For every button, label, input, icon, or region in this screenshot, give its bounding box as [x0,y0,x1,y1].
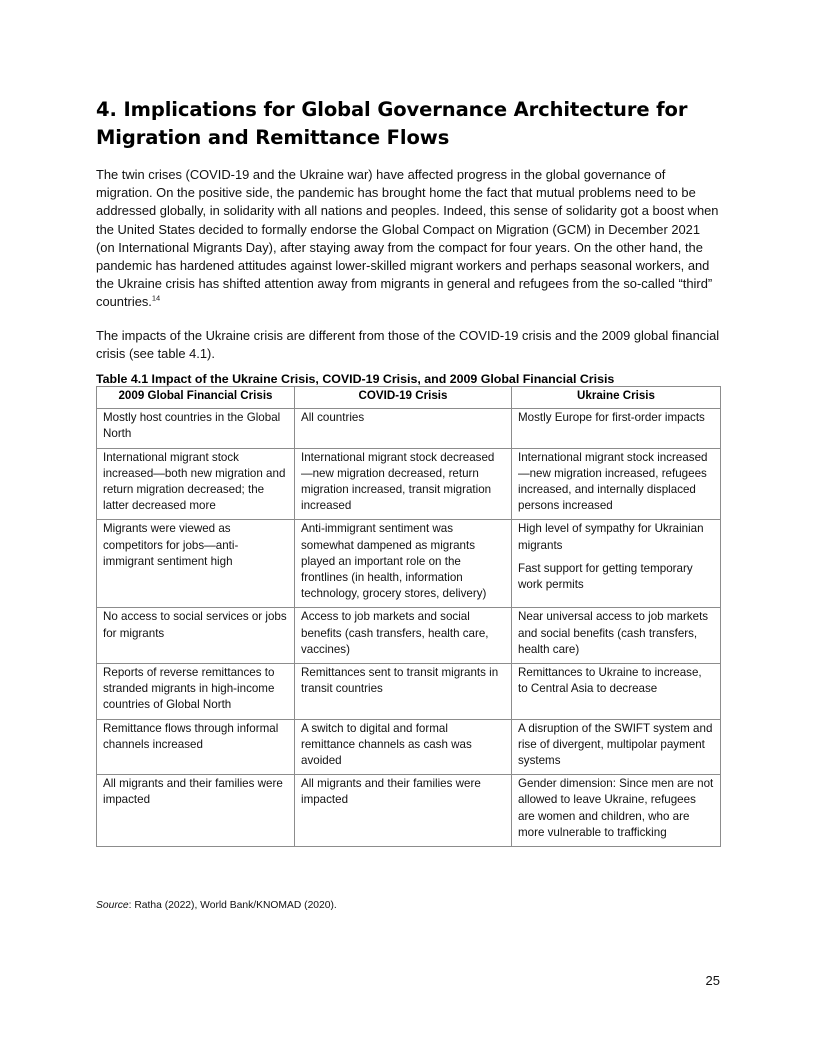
footnote-marker[interactable]: 14 [151,294,161,304]
cell-text: Reports of reverse remittances to stranded migrants in high-income countries of Global North [103,666,275,712]
cell-text: Remittances sent to transit migrants in transit countries [301,666,499,696]
table-row [97,719,721,775]
table-cell [512,719,721,775]
cell-text: International migrant stock decreased—new migration decreased, return migration increased, transit migration increased [301,450,495,513]
table-source [96,899,337,913]
table-row [97,608,721,664]
column-header: Ukraine Crisis [512,387,721,409]
table-cell [97,775,295,847]
table-cell [295,409,512,448]
table-cell [512,664,721,720]
cell-text: International migrant stock increased—new migration increased, refugees increased, and internally displaced persons increased [518,450,708,513]
table-cell [512,608,721,664]
table-cell [97,520,295,608]
source-label: Source [96,900,129,911]
cell-text: All migrants and their families were impacted [103,777,283,807]
cell-text: A disruption of the SWIFT system and rise of divergent, multipolar payment systems [518,721,713,768]
cell-text: Migrants were viewed as competitors for jobs—anti-immigrant sentiment high [103,522,239,568]
table-cell [512,520,721,608]
section-heading: 4. Implications for Global Governance Architecture for Migration and Remittance Flows [96,98,688,149]
column-header: COVID-19 Crisis [295,387,512,409]
table-cell [97,448,295,520]
table-row [97,775,721,847]
table-row [97,664,721,720]
table-cell [295,664,512,720]
cell-text: Remittance flows through informal channels increased [103,721,279,751]
cell-text: Near universal access to job markets and social benefits (cash transfers, health care) [518,610,709,656]
table-cell [97,409,295,448]
table-cell [295,448,512,520]
cell-text: All migrants and their families were impacted [301,777,481,807]
cell-text: A switch to digital and formal remittance channels as cash was avoided [301,721,472,768]
column-header: 2009 Global Financial Crisis [97,387,295,409]
cell-text: All countries [301,411,365,425]
cell-text: No access to social services or jobs for migrants [103,610,287,640]
table-cell [97,719,295,775]
paragraph-governance [96,166,720,312]
cell-text: Gender dimension: Since men are not allowed to leave Ukraine, refugees are women and children, who are more vulnerable to trafficking [518,777,714,839]
cell-text: Mostly Europe for first-order impacts [518,411,705,425]
paragraph-impacts: The impacts of the Ukraine crisis are different from those of the COVID-19 crisis and the 2009 global financial crisis (see table 4.1). [96,328,720,362]
table-cell [512,409,721,448]
table-cell [512,448,721,520]
table-cell [295,775,512,847]
paragraph-governance-text: The twin crises (COVID-19 and the Ukraine war) have affected progress in the global governance of migration. On the positive side, the pandemic has brought home the fact that mutual problems need to be addressed globally, in solidarity with all nations and peoples. Indeed, this sense of solidarity got a boost when the United States decided to formally endorse the Global Compact on Migration (GCM) in December 2021 (on International Migrants Day), after staying away from the compact for four years. On the other hand, the pandemic has hardened attitudes against lower-skilled migrant workers and perhaps seasonal workers, and the Ukraine crisis has shifted attention away from migrants in general and refugees from the so-called “third” countries. [96,167,719,310]
cell-text: Fast support for getting temporary work permits [518,561,693,592]
cell-text: Remittances to Ukraine to increase, to Central Asia to decrease [518,666,702,696]
table-row [97,520,721,608]
cell-text: International migrant stock increased—both new migration and return migration decreased; the latter decreased more [103,450,286,513]
table-cell [97,608,295,664]
table-row [97,409,721,448]
table-caption: Table 4.1 Impact of the Ukraine Crisis, COVID-19 Crisis, and 2009 Global Financial Crisis [96,372,615,386]
cell-text: Access to job markets and social benefits (cash transfers, health care, vaccines) [301,610,489,656]
table-header-row [97,387,721,409]
page-number: 25 [705,973,720,988]
table-cell [512,775,721,847]
table-cell [295,719,512,775]
cell-text: Anti-immigrant sentiment was somewhat dampened as migrants played an important role on the frontlines (in health, information technology, grocery stores, delivery) [301,522,487,601]
table-cell [295,608,512,664]
cell-text: High level of sympathy for Ukrainian migrants [518,522,704,552]
table-cell [295,520,512,608]
source-text: : Ratha (2022), World Bank/KNOMAD (2020). [128,900,337,911]
table-cell [97,664,295,720]
table-row [97,448,721,520]
cell-text: Mostly host countries in the Global North [103,411,281,441]
impact-table [96,386,721,847]
